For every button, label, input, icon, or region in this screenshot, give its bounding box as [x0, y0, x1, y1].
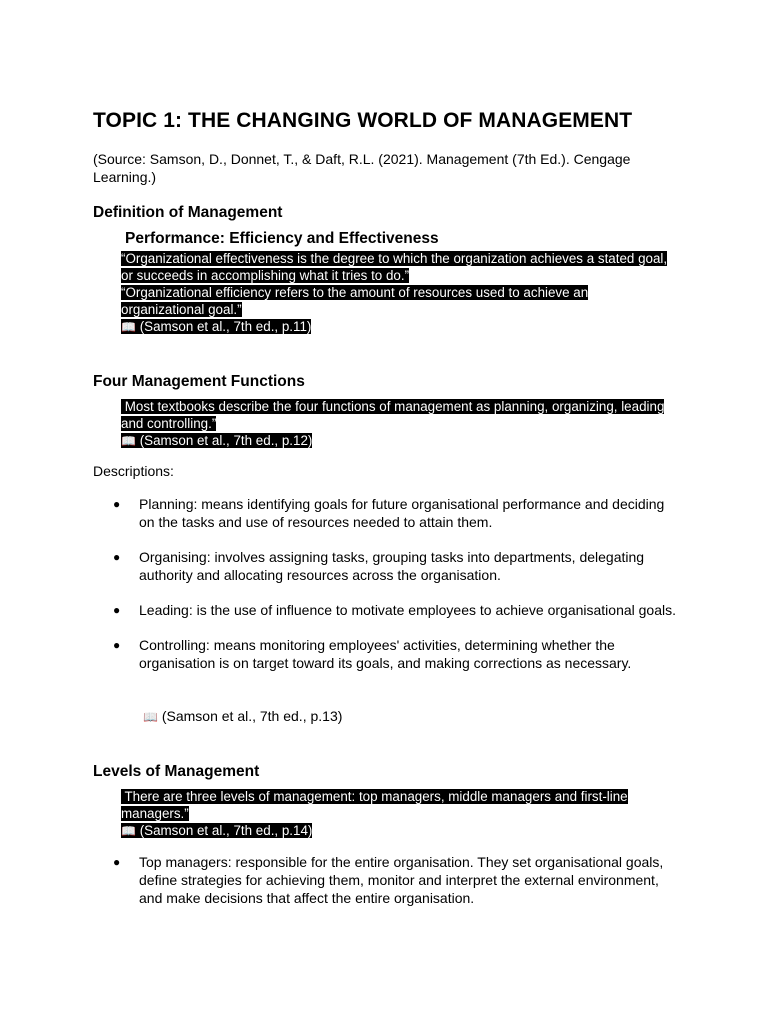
highlighted-quote-levels	[121, 788, 628, 839]
book-icon: 📖	[121, 434, 136, 448]
citation: (Samson et al., 7th ed., p.14)	[139, 823, 313, 838]
subheading-performance: Performance: Efficiency and Effectiveness	[125, 230, 439, 247]
book-icon: 📖	[121, 320, 136, 334]
source-note: (Source: Samson, D., Donnet, T., & Daft, R.L. (2021). Management (7th Ed.). Cengage Learning.)	[93, 151, 631, 185]
quote-line: and controlling.”	[121, 416, 217, 431]
section-heading-definition: Definition of Management	[93, 204, 283, 221]
section-heading-functions: Four Management Functions	[93, 373, 305, 390]
book-icon: 📖	[121, 824, 136, 838]
quote-line: “Organizational effectiveness is the degree to which the organization achieves a stated goal,	[121, 251, 668, 266]
list-item: ● Planning: means identifying goals for future organisational performance and deciding on the tasks and use of resources needed to attain them.	[113, 496, 665, 530]
list-item: ● Top managers: responsible for the entire organisation. They set organisational goals, define strategies for achieving them, monitor and interpret the external environment, and make decisions that affect the entire organisation.	[113, 854, 664, 906]
quote-line: “Organizational efficiency refers to the amount of resources used to achieve an	[121, 285, 589, 300]
descriptions-label: Descriptions:	[93, 463, 174, 479]
list-item: ● Organising: involves assigning tasks, grouping tasks into departments, delegating authority and allocating resources across the organisation.	[113, 549, 645, 583]
citation: (Samson et al., 7th ed., p.12)	[139, 433, 313, 448]
citation: (Samson et al., 7th ed., p.13)	[161, 708, 343, 724]
quote-line: organizational goal.”	[121, 302, 242, 317]
functions-list	[113, 495, 683, 689]
bullet-dot: ●	[113, 855, 121, 869]
levels-list	[113, 853, 683, 924]
highlighted-quote-functions	[121, 398, 664, 449]
list-item: ● Controlling: means monitoring employees' activities, determining whether the organisation is on target toward its goals, and making corrections as necessary.	[113, 637, 632, 671]
bullet-dot: ●	[113, 638, 121, 652]
page-title: TOPIC 1: THE CHANGING WORLD OF MANAGEMENT	[93, 109, 633, 132]
bullet-dot: ●	[113, 603, 121, 617]
section-heading-levels: Levels of Management	[93, 763, 260, 780]
quote-line: or succeeds in accomplishing what it tries to do.”	[121, 268, 410, 283]
bullet-dot: ●	[113, 550, 121, 564]
highlighted-quote-effectiveness	[121, 250, 667, 335]
citation: (Samson et al., 7th ed., p.11)	[139, 319, 312, 334]
quote-line: Most textbooks describe the four functions of management as planning, organizing, leading	[121, 399, 665, 414]
list-item: ● Leading: is the use of influence to motivate employees to achieve organisational goals.	[113, 602, 677, 618]
quote-line: managers.”	[121, 806, 189, 821]
bullet-dot: ●	[113, 497, 121, 511]
quote-line: There are three levels of management: top managers, middle managers and first-line	[121, 789, 628, 804]
citation-functions-descriptions	[143, 707, 342, 726]
book-icon: 📖	[143, 710, 158, 724]
